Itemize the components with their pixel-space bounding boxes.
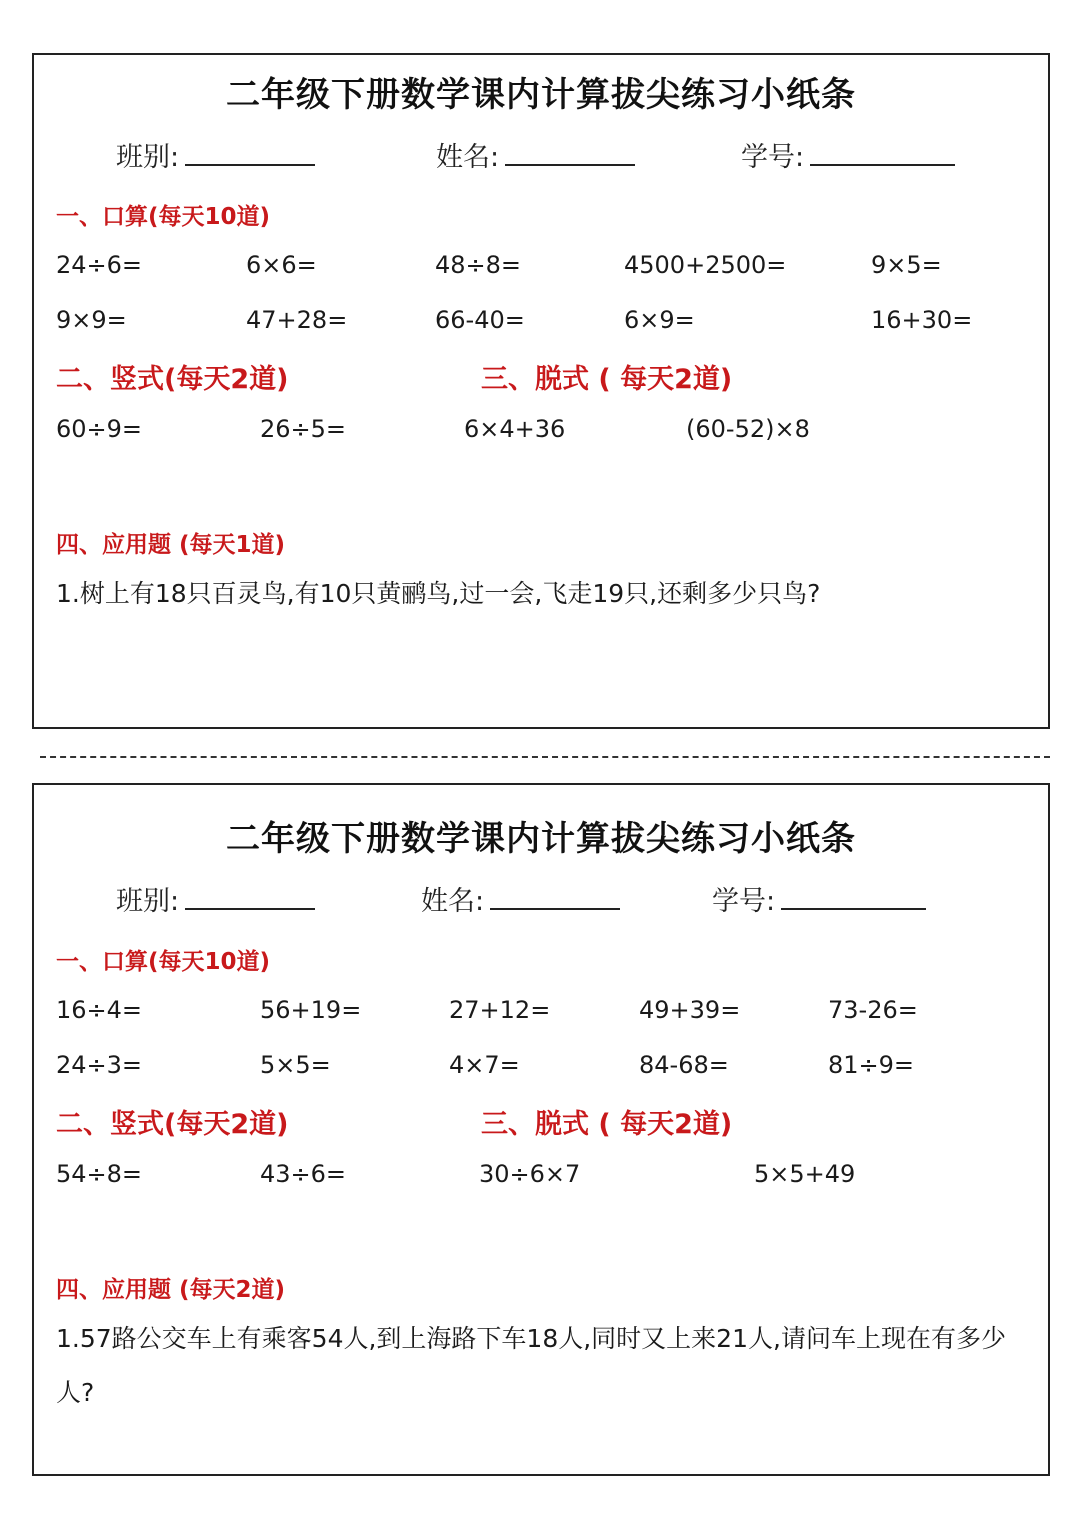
student-id-blank[interactable] [810,140,955,166]
oral-problem: 6×6= [246,251,317,279]
student-id-field [741,135,955,174]
vertical-problem: 26÷5= [260,415,347,443]
oral-problem: 4×7= [449,1051,520,1079]
stepwise-problem: 5×5+49 [754,1160,856,1188]
practice-slip-1 [32,53,1050,729]
section-word-heading: 四、应用题 (每天1道) [56,532,286,558]
oral-problem: 16÷4= [56,996,143,1024]
oral-problem: 81÷9= [828,1051,915,1079]
section-vertical-heading: 二、竖式(每天2道) [56,364,289,395]
stepwise-problem: 6×4+36 [464,415,566,443]
student-id-label: 学号: [712,886,776,917]
stepwise-problem: 30÷6×7 [479,1160,581,1188]
cut-line [40,756,1050,758]
class-field [116,879,315,918]
oral-problem: 4500+2500= [624,251,787,279]
word-problem: 1.树上有18只百灵鸟,有10只黄鹂鸟,过一会,飞走19只,还剩多少只鸟? [56,579,821,608]
vertical-problem: 43÷6= [260,1160,347,1188]
oral-problem: 49+39= [639,996,741,1024]
oral-problem: 16+30= [871,306,973,334]
oral-problem: 6×9= [624,306,695,334]
section-word-heading: 四、应用题 (每天2道) [56,1277,286,1303]
slip-title: 二年级下册数学课内计算拔尖练习小纸条 [226,819,856,859]
section-oral-heading: 一、口算(每天10道) [56,204,271,230]
practice-slip-2 [32,783,1050,1476]
oral-problem: 56+19= [260,996,362,1024]
name-label: 姓名: [421,886,485,917]
oral-problem: 5×5= [260,1051,331,1079]
name-blank[interactable] [490,884,620,910]
oral-problem: 24÷3= [56,1051,143,1079]
slip-title: 二年级下册数学课内计算拔尖练习小纸条 [226,75,856,115]
class-blank[interactable] [185,140,315,166]
section-vertical-heading: 二、竖式(每天2道) [56,1109,289,1140]
oral-problem: 66-40= [435,306,525,334]
word-problem: 1.57路公交车上有乘客54人,到上海路下车18人,同时又上来21人,请问车上现在有多少人? [56,1324,1006,1407]
class-field [116,135,315,174]
name-field [421,879,620,918]
section-oral-heading: 一、口算(每天10道) [56,949,271,975]
oral-problem: 84-68= [639,1051,729,1079]
stepwise-problem: (60-52)×8 [686,415,810,443]
oral-problem: 9×5= [871,251,942,279]
oral-problem: 27+12= [449,996,551,1024]
oral-problem: 24÷6= [56,251,143,279]
class-blank[interactable] [185,884,315,910]
student-id-field [712,879,926,918]
section-stepwise-heading: 三、脱式 ( 每天2道) [481,364,733,395]
oral-problem: 47+28= [246,306,348,334]
oral-problem: 48÷8= [435,251,522,279]
name-label: 姓名: [436,142,500,173]
oral-problem: 73-26= [828,996,918,1024]
oral-problem: 9×9= [56,306,127,334]
class-label: 班别: [116,142,180,173]
section-stepwise-heading: 三、脱式 ( 每天2道) [481,1109,733,1140]
name-field [436,135,635,174]
vertical-problem: 54÷8= [56,1160,143,1188]
vertical-problem: 60÷9= [56,415,143,443]
name-blank[interactable] [505,140,635,166]
class-label: 班别: [116,886,180,917]
student-id-blank[interactable] [781,884,926,910]
student-id-label: 学号: [741,142,805,173]
